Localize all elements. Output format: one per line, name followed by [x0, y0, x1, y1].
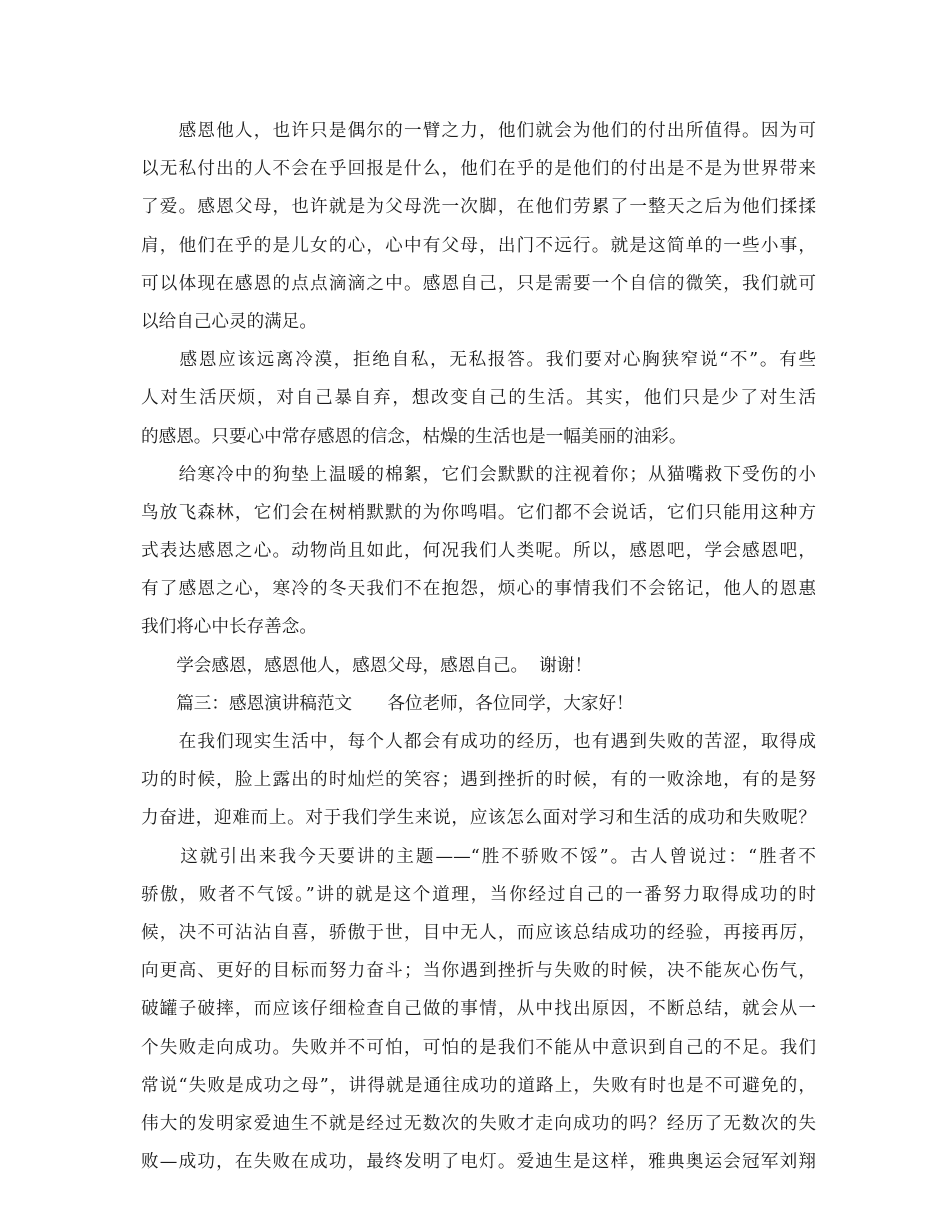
text-line: 给寒冷中的狗垫上温暖的棉絮，它们会默默的注视着你；从猫嘴救下受伤的小 [141, 464, 816, 485]
text-line: 这就引出来我今天要讲的主题——“胜不骄败不馁”。古人曾说过：“胜者不 [141, 846, 816, 867]
text-line: 向更高、更好的目标而努力奋斗；当你遇到挫折与失败的时候，决不能灰心伤气， [141, 961, 816, 982]
text-line: 以给自己心灵的满足。 [141, 311, 317, 332]
text-line: 败—成功，在失败在成功，最终发明了电灯。爱迪生是这样，雅典奥运会冠军刘翔 [141, 1152, 816, 1173]
text-line: 鸟放飞森林，它们会在树梢默默的为你鸣唱。它们都不会说话，它们只能用这种方 [141, 502, 816, 523]
text-line: 骄傲，败者不气馁。”讲的就是这个道理，当你经过自己的一番努力取得成功的时 [141, 884, 816, 905]
text-line: 学会感恩，感恩他人，感恩父母，感恩自己。 谢谢！ [141, 655, 593, 676]
section-heading: 篇三：感恩演讲稿范文 各位老师，各位同学，大家好！ [141, 693, 634, 714]
text-line: 伟大的发明家爱迪生不就是经过无数次的失败才走向成功的吗？经历了无数次的失 [141, 1113, 816, 1134]
text-line: 式表达感恩之心。动物尚且如此，何况我们人类呢。所以，感恩吧，学会感恩吧， [141, 541, 816, 562]
text-line: 人对生活厌烦，对自己暴自弃，想改变自己的生活。其实，他们只是少了对生活 [141, 388, 816, 409]
text-line: 候，决不可沾沾自喜，骄傲于世，目中无人，而应该总结成功的经验，再接再厉， [141, 922, 816, 943]
text-line: 了爱。感恩父母，也许就是为父母洗一次脚，在他们劳累了一整天之后为他们揉揉 [141, 197, 816, 218]
text-line: 可以体现在感恩的点点滴滴之中。感恩自己，只是需要一个自信的微笑，我们就可 [141, 273, 816, 294]
text-line: 以无私付出的人不会在乎回报是什么，他们在乎的是他们的付出是不是为世界带来 [141, 159, 816, 180]
text-line: 个失败走向成功。失败并不可怕，可怕的是我们不能从中意识到自己的不足。我们 [141, 1037, 816, 1058]
text-line: 感恩应该远离冷漠，拒绝自私，无私报答。我们要对心胸狭窄说“不”。有些 [141, 350, 816, 371]
text-line: 的感恩。只要心中常存感恩的信念，枯燥的生活也是一幅美丽的油彩。 [141, 426, 687, 447]
text-line: 力奋进，迎难而上。对于我们学生来说，应该怎么面对学习和生活的成功和失败呢？ [141, 808, 816, 829]
text-line: 肩，他们在乎的是儿女的心，心中有父母，出门不远行。就是这简单的一些小事， [141, 235, 816, 256]
text-line: 有了感恩之心，寒冷的冬天我们不在抱怨，烦心的事情我们不会铭记，他人的恩惠 [141, 579, 816, 600]
text-line: 在我们现实生活中，每个人都会有成功的经历，也有遇到失败的苦涩，取得成 [141, 732, 816, 752]
text-line: 破罐子破摔，而应该仔细检查自己做的事情，从中找出原因，不断总结，就会从一 [141, 999, 816, 1020]
text-line: 功的时候，脸上露出的时灿烂的笑容；遇到挫折的时候，有的一败涂地，有的是努 [141, 770, 816, 791]
document-body [141, 112, 816, 1181]
text-line: 感恩他人，也许只是偶尔的一臂之力，他们就会为他们的付出所值得。因为可 [141, 121, 816, 141]
text-line: 常说“失败是成功之母”，讲得就是通往成功的道路上，失败有时也是不可避免的， [141, 1075, 816, 1096]
text-line: 我们将心中长存善念。 [141, 617, 317, 638]
